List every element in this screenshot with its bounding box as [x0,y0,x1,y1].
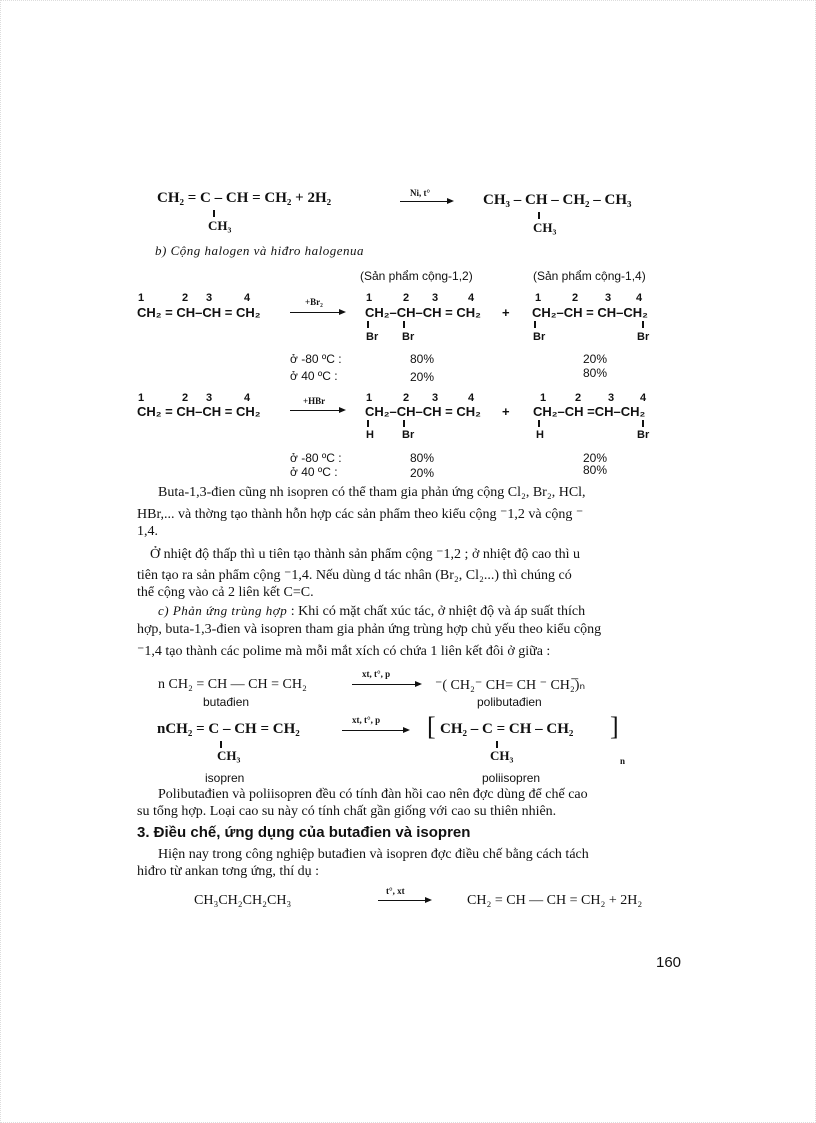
reaction-arrow [290,312,344,313]
section-3-heading: 3. Điều chế, ứng dụng của butađien và isopren [137,824,471,841]
bracket-right: ] [610,712,619,741]
paragraph-line: hợp, buta-1,3-đien và isopren tham gia phản ứng trùng hợp chủ yếu theo kiểu cộng [137,622,602,637]
bond [213,210,215,217]
reaction-arrow [378,900,430,901]
subscript-n: n [620,756,626,766]
carbon-number: 3 [206,392,213,404]
reactant-butadiene: CH₂ = CH–CH = CH₂ [137,404,261,419]
section-c-title: c) Phản ứng trùng hợp [158,603,288,618]
polyisoprene-formula: CH₂ – C = CH – CH₂ [440,721,574,737]
substituent: Br [637,331,650,343]
paragraph-line: HBr,... và thờng tạo thành hỗn hợp các sản phẩm theo kiểu cộng ⁻1,2 và cộng ⁻ [137,507,584,522]
hbr-product-12: CH₂–CH–CH = CH₂ [365,404,481,419]
paragraph-line: hiđro từ ankan tơng ứng, thí dụ : [137,864,320,879]
carbon-number: 4 [640,392,647,404]
carbon-number: 3 [206,292,213,304]
paragraph-line: thể cộng vào cả 2 liên kết C=C. [137,585,314,600]
plus-sign: + [502,404,510,419]
carbon-number: 4 [244,292,251,304]
carbon-number: 3 [605,292,612,304]
carbon-number: 4 [636,292,643,304]
carbon-number: 3 [432,392,439,404]
eq1-product: CH₃ – CH – CH₂ – CH₃ [483,192,632,208]
bond [367,321,369,328]
substituent: H [366,429,374,441]
substituent: Br [637,429,650,441]
bond [403,321,405,328]
reactant-butadiene: CH₂ = CH–CH = CH₂ [137,305,261,320]
reaction-arrow [352,684,420,685]
hbr-condition: +HBr [303,396,326,406]
section-b-title: b) Cộng halogen và hiđro halogenua [155,243,364,258]
carbon-number: 2 [403,292,410,304]
br2-condition: +Br₂ [305,297,323,307]
butadiene-label: butađien [203,695,250,709]
paragraph-line: tiên tạo ra sản phẩm cộng ⁻1,4. Nếu dùng d tác nhân (Br₂, Cl₂...) thì chúng có [137,568,572,583]
page-number: 160 [656,954,682,971]
carbon-number: 1 [535,292,542,304]
carbon-number: 2 [403,392,410,404]
reaction-arrow [290,410,344,411]
isoprene-label: isopren [205,771,245,785]
substituent: Br [402,429,415,441]
br2-product-14: CH₂–CH = CH–CH₂ [532,305,648,320]
polyisoprene-label: poliisopren [482,771,541,785]
carbon-number: 4 [468,292,475,304]
paragraph-line: Polibutađien và poliisopren đều có tính đàn hồi cao nên đợc dùng để chế cao [158,787,588,802]
yield-14: 20% [583,352,608,366]
carbon-number: 2 [182,392,189,404]
temp-label: ở -80 ºC : [290,451,342,465]
substituent: Br [366,331,379,343]
paragraph-line: : Khi có mặt chất xúc tác, ở nhiệt độ và áp suất thích [290,604,586,619]
paragraph-line: Buta-1,3-đien cũng nh isopren có thể tham gia phản ứng cộng Cl₂, Br₂, HCl, [158,485,586,500]
paragraph-line: ⁻1,4 tạo thành các polime mà mỗi mắt xích có chứa 1 liên kết đôi ở giữa : [137,644,551,659]
carbon-number: 1 [540,392,547,404]
reaction-arrow [342,730,408,731]
polybutadiene-formula: ⁻( CH₂⁻ CH= CH ⁻ CH₂̅)ₙ [435,678,586,693]
bracket-left: [ [427,712,436,741]
paragraph-line: Hiện nay trong công nghiệp butađien và isopren đợc điều chế bằng cách tách [158,847,589,862]
eq1-product-sub: CH₃ [533,220,557,235]
bond [538,212,540,219]
bond [367,420,369,427]
carbon-number: 4 [468,392,475,404]
bond [534,321,536,328]
product-label-12: (Sản phẩm cộng-1,2) [360,269,473,283]
isoprene-sub: CH₃ [217,748,241,763]
br2-product-12: CH₂–CH–CH = CH₂ [365,305,481,320]
product-label-14: (Sản phẩm cộng-1,4) [533,269,646,283]
bond [642,321,644,328]
final-condition: t°, xt [386,886,405,896]
carbon-number: 1 [366,292,373,304]
substituent: Br [533,331,546,343]
carbon-number: 2 [572,292,579,304]
poly1-condition: xt, t°, p [362,669,391,679]
polybutadiene-label: polibutađien [477,695,542,709]
polyisoprene-sub: CH₃ [490,748,514,763]
substituent: H [536,429,544,441]
plus-sign: + [502,305,510,320]
carbon-number: 1 [366,392,373,404]
bond [403,420,405,427]
temp-label: ở 40 ºC : [290,369,338,383]
bond [220,741,222,748]
hbr-product-14: CH₂–CH =CH–CH₂ [533,404,646,419]
butane-formula: CH₃CH₂CH₂CH₃ [194,893,292,908]
eq1-reactant-sub: CH₃ [208,218,232,233]
bond [538,420,540,427]
paragraph-line: su tổng hợp. Loại cao su này có tính chất gần giống với cao su thiên nhiên. [137,804,557,819]
carbon-number: 1 [138,392,145,404]
bond [496,741,498,748]
yield-12: 20% [410,466,435,480]
yield-12: 80% [410,451,435,465]
bond [642,420,644,427]
butadiene-monomer: n CH₂ = CH — CH = CH₂ [158,677,307,692]
temp-label: ở 40 ºC : [290,465,338,479]
yield-14: 80% [583,463,608,477]
substituent: Br [402,331,415,343]
reaction-arrow [400,201,452,202]
paragraph-line: 1,4. [137,524,158,539]
isoprene-monomer: nCH₂ = C – CH = CH₂ [157,721,300,737]
yield-14: 20% [583,451,608,465]
carbon-number: 2 [182,292,189,304]
eq1-condition: Ni, t° [410,188,431,198]
eq1-reactant: CH₂ = C – CH = CH₂ + 2H₂ [157,190,332,206]
yield-14: 80% [583,366,608,380]
poly2-condition: xt, t°, p [352,715,381,725]
temp-label: ở -80 ºC : [290,352,342,366]
carbon-number: 2 [575,392,582,404]
yield-12: 80% [410,352,435,366]
carbon-number: 3 [608,392,615,404]
yield-12: 20% [410,370,435,384]
paragraph-line: Ở nhiệt độ thấp thì u tiên tạo thành sản phẩm cộng ⁻1,2 ; ở nhiệt độ cao thì u [150,547,581,562]
carbon-number: 1 [138,292,145,304]
carbon-number: 4 [244,392,251,404]
butadiene-product: CH₂ = CH — CH = CH₂ + 2H₂ [467,893,643,908]
carbon-number: 3 [432,292,439,304]
